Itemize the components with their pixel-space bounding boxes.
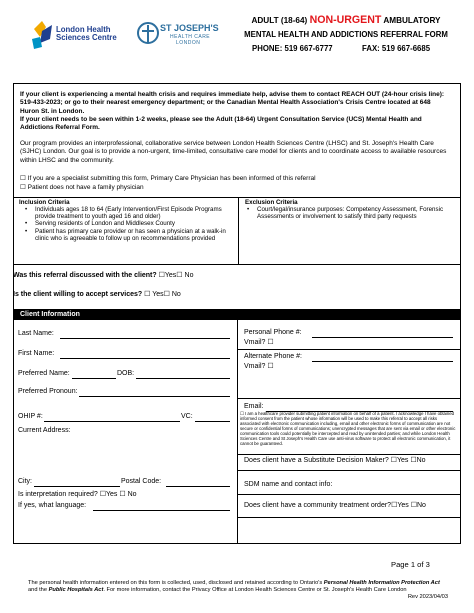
row-divider <box>238 454 460 455</box>
discussed-label: Was this referral discussed with the client? <box>13 272 157 279</box>
inclusion-item: • Patient has primary care provider or has seen a physician at a walk-in clinic who is agreeable to follow up on recommendations provided <box>23 228 235 242</box>
client-info-header: Client Information <box>14 309 460 320</box>
footer-text-e: . For more information, contact the Privacy Office at London Health Sciences Centre or St. Joseph's Health Care London <box>103 587 407 594</box>
discussed-options[interactable]: ☐Yes☐ No <box>156 272 194 279</box>
vc-label: VC: <box>181 413 193 420</box>
dob-label: DOB: <box>117 370 135 377</box>
crisis-text: If your client is experiencing a mental health crisis and requires immediate help, advise them to contact REACH OUT (24-hour crisis line): 519-433-2023; or go to their nearest emergency department; or the Canadian Mental Health Association's Crisis Centre located at 648 Huron St. in London. <box>20 91 445 115</box>
exclusion-title: Exclusion Criteria <box>245 199 298 206</box>
footer-act-2: Public Hospitals Act <box>48 587 104 594</box>
row-divider <box>238 349 460 350</box>
vc-field[interactable] <box>195 421 230 422</box>
criteria-table <box>13 197 461 265</box>
lhsc-logo-text: London Health Sciences Centre <box>56 25 117 43</box>
title-urgency: NON-URGENT <box>309 14 382 26</box>
sdm-question[interactable]: Does client have a Substitute Decision Maker? ☐Yes ☐No <box>244 457 426 464</box>
inclusion-criteria <box>13 197 239 265</box>
lhsc-logo <box>28 17 130 55</box>
personal-phone-label: Personal Phone #: <box>244 329 302 336</box>
postal-code-label: Postal Code: <box>121 478 162 485</box>
willing-question <box>13 291 181 300</box>
last-name-label: Last Name: <box>18 330 54 337</box>
form-subtitle: MENTAL HEALTH AND ADDICTIONS REFERRAL FORM <box>244 30 448 39</box>
discussed-question <box>13 272 193 281</box>
crisis-notice <box>20 91 450 132</box>
inclusion-item: • Serving residents of London and Middlesex County <box>23 220 235 227</box>
column-divider <box>237 320 238 544</box>
footer-act-1: Personal Health Information Protection Act <box>323 580 440 586</box>
preferred-name-label: Preferred Name: <box>18 370 70 377</box>
privacy-footer <box>28 580 448 600</box>
specialist-checkbox[interactable]: ☐ If you are a specialist submitting this form, Primary Care Physician has been informed of this referral <box>20 175 316 182</box>
sj-logo-name: ST JOSEPH'S <box>160 23 219 33</box>
title-suffix: AMBULATORY <box>383 16 441 25</box>
title-prefix: ADULT (18-64) <box>251 16 308 25</box>
fax-number: FAX: 519 667-6685 <box>362 44 431 53</box>
willing-label: Is the client willing to accept services? <box>13 291 143 298</box>
last-name-field[interactable] <box>60 338 230 339</box>
exclusion-item: • Court/legal/insurance purposes: Competency Assessment, Forensic Assessments or involvement to satisfy third party requests <box>245 206 457 220</box>
postal-code-field[interactable] <box>166 486 230 487</box>
preferred-name-field[interactable] <box>72 378 116 379</box>
footer-text-c: and the <box>28 587 49 594</box>
address-label: Current Address: <box>18 427 71 434</box>
willing-options[interactable]: ☐ Yes☐ No <box>142 291 181 298</box>
language-field[interactable] <box>93 510 230 511</box>
row-divider <box>238 470 460 471</box>
sj-mark-icon <box>136 21 160 51</box>
inclusion-title: Inclusion Criteria <box>19 199 70 206</box>
pronoun-field[interactable] <box>79 396 230 397</box>
urgent-text: If your client needs to be seen within 1-2 weeks, please see the Adult (18-64) Urgent Consultation Service (UCS) Mental Health and Addictions Referral Form. <box>20 115 422 132</box>
exclusion-list <box>245 206 457 220</box>
language-label: If yes, what language: <box>18 502 87 509</box>
sdm-contact-label: SDM name and contact info: <box>244 481 333 488</box>
pronoun-label: Preferred Pronoun: <box>18 388 78 395</box>
city-label: City: <box>18 478 32 485</box>
city-field[interactable] <box>34 486 120 487</box>
alternate-phone-label: Alternate Phone #: <box>244 353 302 360</box>
email-label: Email: <box>244 403 264 410</box>
ohip-field[interactable] <box>44 421 180 422</box>
community-order-question[interactable]: Does client have a community treatment order?☐Yes ☐No <box>244 502 426 509</box>
sj-logo-sub1: HEALTH CARE <box>170 34 211 40</box>
interpretation-question[interactable]: Is interpretation required? ☐Yes ☐ No <box>18 491 137 498</box>
row-divider <box>238 398 460 399</box>
dob-field[interactable] <box>136 378 230 379</box>
row-divider <box>238 494 460 495</box>
first-name-field[interactable] <box>60 358 230 359</box>
vmail-checkbox-2[interactable]: Vmail? ☐ <box>244 363 274 370</box>
phone-number: PHONE: 519 667-6777 <box>252 44 333 53</box>
inclusion-list <box>23 206 235 242</box>
revision-date: Rev 2023/04/03 <box>407 594 448 600</box>
vmail-checkbox-1[interactable]: Vmail? ☐ <box>244 339 274 346</box>
personal-phone-field[interactable] <box>312 337 453 338</box>
exclusion-criteria <box>239 197 461 265</box>
sj-logo-sub2: LONDON <box>176 40 201 46</box>
ohip-label: OHIP #: <box>18 413 43 420</box>
first-name-label: First Name: <box>18 350 55 357</box>
page-number: Page 1 of 3 <box>391 560 430 569</box>
consent-checkbox[interactable]: ☐ I am a healthcare provider submitting patient information on behalf of a patient. I acknowledge I have obtained informed consent from the patient whose information will be used to make this referral to accept all risks associated with electronic communication including, email and other electronic forms of communication are not secure or confidential forms of communications; unencrypted messages that are sent via email or other electronic communication tools could potentially be intercepted and read by unintended parties; and while London Health Sciences Centre and St Joseph's Health Care use anti-virus software to protect all electronic communication, it cannot be guaranteed. <box>240 411 456 446</box>
no-physician-checkbox[interactable]: ☐ Patient does not have a family physician <box>20 184 144 191</box>
alternate-phone-field[interactable] <box>312 361 453 362</box>
program-description: Our program provides an interprofessional, collaborative service between London Health Sciences Centre (LHSC) and St. Joseph's Health Care (SJHC) London. Our goal is to provide a non-urgent, time-limited, consultative care model for clients and to coordinate access to available resources within LHSC and the community. <box>20 140 447 164</box>
sj-logo <box>136 17 219 55</box>
row-divider <box>238 517 460 518</box>
footer-text-a: The personal health information entered on this form is collected, used, disclosed and retained according to Ontario's <box>28 580 324 586</box>
form-title <box>226 13 466 28</box>
inclusion-item: • Individuals ages 18 to 64 (Early Intervention/First Episode Programs provide treatment to youth aged 16 and older) <box>23 206 235 220</box>
